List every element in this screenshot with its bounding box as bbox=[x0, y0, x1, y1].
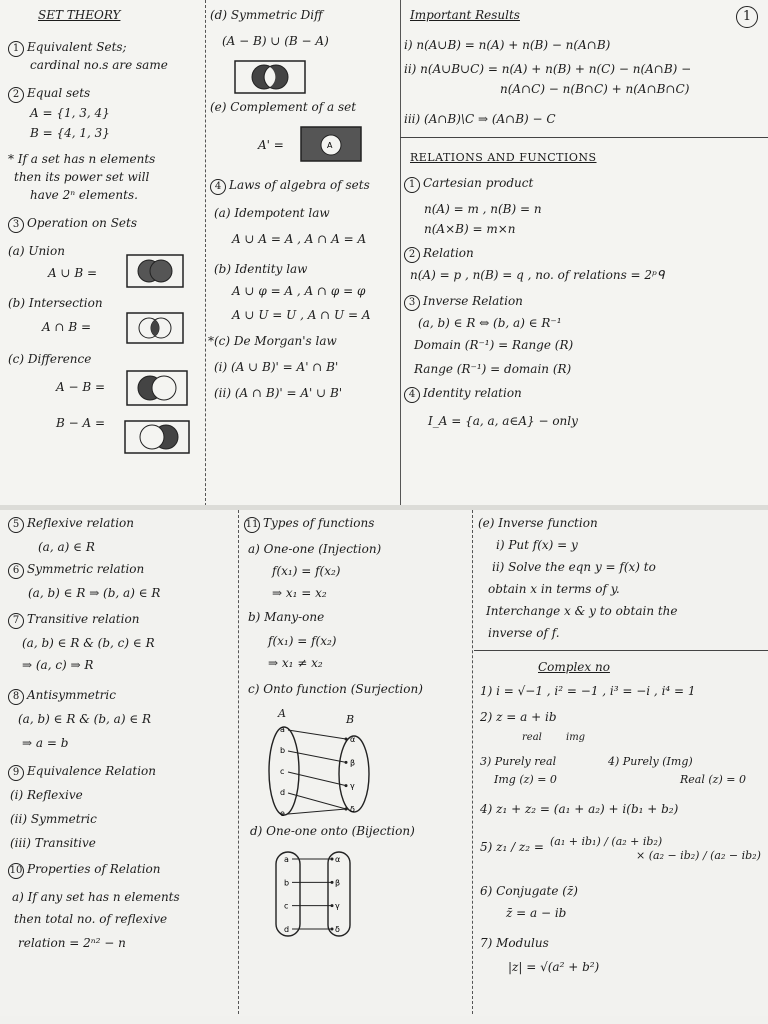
note-line: 3) Purely real bbox=[480, 755, 557, 768]
mapping-arrow bbox=[288, 751, 346, 762]
note-line: iii) (A∩B)\C ⇒ (A∩B) − C bbox=[404, 112, 556, 126]
note-line: * If a set has n elements bbox=[8, 152, 156, 166]
codomain-element: δ bbox=[350, 805, 355, 814]
note-heading: (d) Symmetric Diff bbox=[210, 8, 323, 22]
note-line: relation = 2ⁿ² − n bbox=[18, 936, 126, 950]
note-line: A ∪ A = A , A ∩ A = A bbox=[232, 232, 367, 246]
mapping-arrow bbox=[288, 772, 346, 786]
note-line: (a, b) ∈ R & (b, c) ∈ R bbox=[22, 636, 155, 650]
note-heading: (b) Identity law bbox=[214, 262, 308, 276]
note-line: (ii) (A ∩ B)' = A' ∪ B' bbox=[214, 386, 343, 400]
domain-element: d bbox=[280, 788, 286, 797]
note-line: 7) Modulus bbox=[480, 936, 549, 950]
note-line: 2) z = a + ib bbox=[480, 710, 557, 724]
domain-element: a bbox=[284, 855, 289, 864]
note-line: 4) Purely (Img) bbox=[608, 755, 693, 768]
note-heading: 4 Identity relation bbox=[404, 386, 522, 403]
arrow-head bbox=[345, 808, 348, 811]
venn-b-minus-a-diagram bbox=[124, 420, 190, 454]
surjection-mapping-diagram bbox=[266, 722, 376, 820]
note-line: i) n(A∪B) = n(A) + n(B) − n(A∩B) bbox=[404, 38, 611, 52]
domain-element: e bbox=[280, 809, 285, 818]
note-line: 1) i = √−1 , i² = −1 , i³ = −i , i⁴ = 1 bbox=[480, 684, 696, 698]
note-line: (iii) Transitive bbox=[10, 836, 96, 850]
arrow-head bbox=[345, 761, 348, 764]
note-line: n(A×B) = m×n bbox=[424, 222, 516, 236]
set-label-b: B bbox=[346, 713, 355, 726]
note-line: img bbox=[566, 732, 586, 743]
note-heading: *(c) De Morgan's law bbox=[208, 334, 337, 348]
domain-element: b bbox=[280, 746, 286, 755]
note-heading: 4 Laws of algebra of sets bbox=[210, 178, 370, 195]
note-line: B − A = bbox=[56, 416, 106, 430]
domain-element: c bbox=[284, 901, 289, 911]
codomain-element: γ bbox=[350, 781, 355, 791]
note-line: 5) z₁ / z₂ = bbox=[480, 840, 544, 854]
mapping-arrow bbox=[288, 730, 346, 739]
notes-page-top bbox=[0, 0, 768, 506]
note-heading: (e) Complement of a set bbox=[210, 100, 357, 114]
note-heading: (b) Intersection bbox=[8, 296, 103, 310]
note-line: |z| = √(a² + b²) bbox=[508, 960, 600, 974]
note-heading: 10 Properties of Relation bbox=[8, 862, 161, 879]
notes-page-bottom bbox=[0, 510, 768, 1016]
note-line: n(A) = m , n(B) = n bbox=[424, 202, 542, 216]
domain-element: a bbox=[280, 725, 285, 734]
note-heading: (c) Difference bbox=[8, 352, 92, 366]
note-line: Real (z) = 0 bbox=[680, 773, 746, 786]
note-heading: 3 Operation on Sets bbox=[8, 216, 137, 233]
mapping-arrow bbox=[288, 809, 346, 814]
note-heading: (a) Idempotent law bbox=[214, 206, 330, 220]
arrow-head bbox=[331, 858, 334, 861]
column-divider bbox=[400, 0, 401, 506]
venn-symmetric-difference-diagram bbox=[234, 60, 306, 94]
note-line: ⇒ x₁ ≠ x₂ bbox=[268, 656, 323, 670]
section-title: Important Results bbox=[410, 8, 520, 22]
section-title: SET THEORY bbox=[38, 8, 121, 22]
domain-element: c bbox=[280, 767, 285, 776]
note-heading: b) Many-one bbox=[248, 610, 325, 624]
codomain-element: α bbox=[335, 855, 341, 864]
note-line: ii) n(A∪B∪C) = n(A) + n(B) + n(C) − n(A∩B) − bbox=[404, 62, 692, 76]
arrow-head bbox=[345, 738, 348, 741]
note-line: (a₁ + ib₁) / (a₂ + ib₂) bbox=[550, 835, 663, 848]
note-line: z̄ = a − ib bbox=[506, 906, 567, 920]
note-heading: 2 Equal sets bbox=[8, 86, 90, 103]
arrow-head bbox=[331, 881, 334, 884]
note-line: Interchange x & y to obtain the bbox=[486, 604, 678, 618]
note-heading: 5 Reflexive relation bbox=[8, 516, 134, 533]
note-line: (A − B) ∪ (B − A) bbox=[222, 34, 329, 48]
venn-union-diagram bbox=[126, 254, 184, 288]
note-line: have 2ⁿ elements. bbox=[30, 188, 138, 202]
note-line: A ∪ U = U , A ∩ U = A bbox=[232, 308, 371, 322]
note-line: I_A = {a, a, a∈A} − only bbox=[428, 414, 578, 428]
note-line: A' = bbox=[258, 138, 284, 152]
note-heading: d) One-one onto (Bijection) bbox=[250, 824, 415, 838]
column-divider bbox=[205, 0, 206, 506]
codomain-element: α bbox=[350, 735, 356, 744]
bijection-mapping-diagram bbox=[272, 848, 356, 940]
section-divider bbox=[474, 650, 768, 651]
section-divider bbox=[400, 137, 768, 138]
note-line: 4) z₁ + z₂ = (a₁ + a₂) + i(b₁ + b₂) bbox=[480, 802, 679, 816]
note-line: a) If any set has n elements bbox=[12, 890, 180, 904]
note-line: obtain x in terms of y. bbox=[488, 582, 620, 596]
note-line: A ∪ B = bbox=[48, 266, 98, 280]
venn-a-minus-b-diagram bbox=[126, 370, 188, 406]
note-heading: 6 Symmetric relation bbox=[8, 562, 144, 579]
page-number: 1 bbox=[736, 6, 758, 28]
note-line: Img (z) = 0 bbox=[494, 773, 557, 786]
note-heading: 7 Transitive relation bbox=[8, 612, 139, 629]
note-line: A − B = bbox=[56, 380, 106, 394]
note-line: ii) Solve the eqn y = f(x) to bbox=[492, 560, 656, 574]
note-heading: 9 Equivalence Relation bbox=[8, 764, 156, 781]
note-heading: 2 Relation bbox=[404, 246, 474, 263]
note-heading: 1 Equivalent Sets; bbox=[8, 40, 127, 57]
note-line: (a, a) ∈ R bbox=[38, 540, 95, 554]
column-divider bbox=[472, 510, 473, 1016]
codomain-element: γ bbox=[335, 901, 340, 911]
note-line: ⇒ a = b bbox=[22, 736, 69, 750]
arrow-head bbox=[331, 904, 334, 907]
note-line: ⇒ (a, c) ⇒ R bbox=[22, 658, 94, 672]
note-heading: (a) Union bbox=[8, 244, 65, 258]
note-line: f(x₁) = f(x₂) bbox=[272, 564, 341, 578]
codomain-element: β bbox=[350, 758, 356, 768]
note-line: (ii) Symmetric bbox=[10, 812, 97, 826]
note-line: ⇒ x₁ = x₂ bbox=[272, 586, 327, 600]
domain-element: b bbox=[284, 878, 290, 888]
codomain-element: δ bbox=[335, 925, 340, 934]
section-title: RELATIONS AND FUNCTIONS bbox=[410, 151, 597, 164]
note-line: × (a₂ − ib₂) / (a₂ − ib₂) bbox=[636, 849, 761, 862]
set-label-a: A bbox=[278, 707, 286, 720]
note-line: B = {4, 1, 3} bbox=[30, 126, 110, 140]
note-line: 6) Conjugate (z̄) bbox=[480, 884, 578, 898]
note-line: A ∩ B = bbox=[42, 320, 92, 334]
note-heading: 3 Inverse Relation bbox=[404, 294, 523, 311]
note-line: f(x₁) = f(x₂) bbox=[268, 634, 337, 648]
note-line: i) Put f(x) = y bbox=[496, 538, 578, 552]
note-line: (i) Reflexive bbox=[10, 788, 83, 802]
note-line: (i) (A ∪ B)' = A' ∩ B' bbox=[214, 360, 339, 374]
note-line: then total no. of reflexive bbox=[14, 912, 168, 926]
codomain-element: β bbox=[335, 878, 341, 888]
note-line: n(A∩C) − n(B∩C) + n(A∩B∩C) bbox=[500, 82, 690, 96]
venn-complement-diagram bbox=[300, 126, 362, 162]
column-divider bbox=[238, 510, 239, 1016]
note-line: (a, b) ∈ R & (b, a) ∈ R bbox=[18, 712, 152, 726]
note-line: (a, b) ∈ R ⇔ (b, a) ∈ R⁻¹ bbox=[418, 316, 562, 330]
note-line: n(A) = p , n(B) = q , no. of relations = 2ᵖᑫ bbox=[410, 268, 665, 282]
note-line: Range (R⁻¹) = domain (R) bbox=[414, 362, 572, 376]
note-line: A = {1, 3, 4} bbox=[30, 106, 110, 120]
note-heading: 8 Antisymmetric bbox=[8, 688, 116, 705]
svg-text:A: A bbox=[327, 141, 333, 150]
note-heading: c) Onto function (Surjection) bbox=[248, 682, 423, 696]
note-line: A ∪ φ = A , A ∩ φ = φ bbox=[232, 284, 366, 298]
note-heading: (e) Inverse function bbox=[478, 516, 598, 530]
note-heading: a) One-one (Injection) bbox=[248, 542, 382, 556]
domain-element: d bbox=[284, 925, 290, 934]
mapping-arrow bbox=[288, 793, 346, 809]
note-line: real bbox=[522, 732, 542, 743]
venn-intersection-diagram bbox=[126, 312, 184, 344]
section-title: Complex no bbox=[538, 660, 610, 674]
note-line: (a, b) ∈ R ⇒ (b, a) ∈ R bbox=[28, 586, 161, 600]
arrow-head bbox=[345, 784, 348, 787]
note-line: Domain (R⁻¹) = Range (R) bbox=[414, 338, 574, 352]
arrow-head bbox=[331, 928, 334, 931]
note-line: then its power set will bbox=[14, 170, 150, 184]
note-line: cardinal no.s are same bbox=[30, 58, 168, 72]
note-heading: 1 Cartesian product bbox=[404, 176, 533, 193]
note-heading: 11 Types of functions bbox=[244, 516, 374, 533]
note-line: inverse of f. bbox=[488, 626, 560, 640]
